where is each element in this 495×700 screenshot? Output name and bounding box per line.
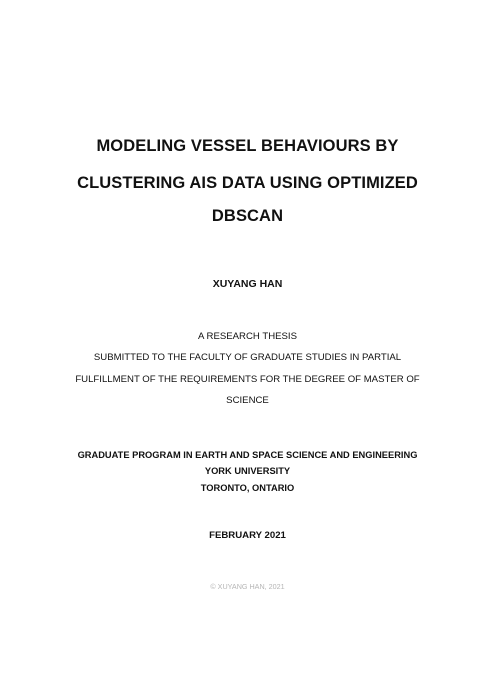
university-location: TORONTO, ONTARIO (200, 483, 295, 493)
statement-line-1: A RESEARCH THESIS (198, 331, 297, 342)
copyright-notice: © XUYANG HAN, 2021 (210, 582, 285, 591)
title-line-3: DBSCAN (211, 207, 284, 225)
author-name: XUYANG HAN (212, 278, 283, 290)
title-line-2: CLUSTERING AIS DATA USING OPTIMIZED (77, 174, 418, 192)
statement-line-4: SCIENCE (226, 395, 269, 406)
statement-line-3: FULFILLMENT OF THE REQUIREMENTS FOR THE DEGREE OF MASTER OF (75, 374, 420, 385)
university-name: YORK UNIVERSITY (204, 466, 291, 476)
graduate-program: GRADUATE PROGRAM IN EARTH AND SPACE SCIENCE AND ENGINEERING (77, 450, 418, 460)
title-line-1: MODELING VESSEL BEHAVIOURS BY (96, 137, 399, 155)
statement-line-2: SUBMITTED TO THE FACULTY OF GRADUATE STUDIES IN PARTIAL (93, 352, 402, 363)
submission-date: FEBRUARY 2021 (209, 530, 286, 541)
